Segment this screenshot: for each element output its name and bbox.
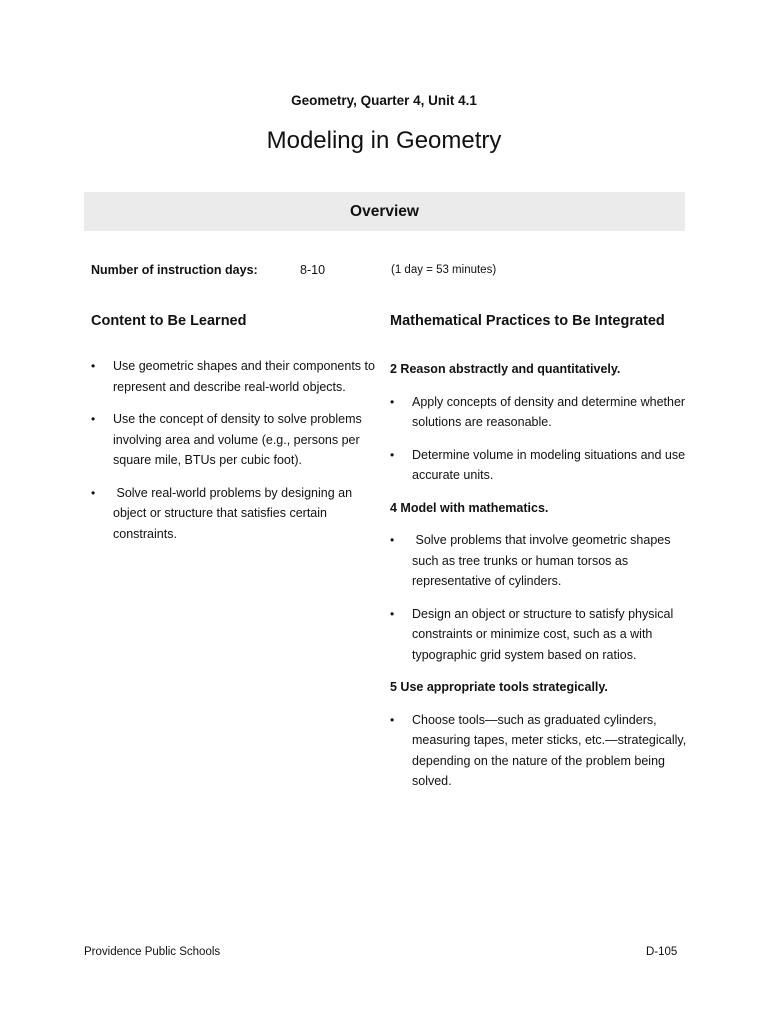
practice-section-title: 5 Use appropriate tools strategically.: [390, 680, 608, 694]
practice-bullet-text: Design an object or structure to satisfy physical constraints or minimize cost, such as a with typographic grid system based on ratios.: [412, 606, 674, 662]
footer-organization: Providence Public Schools: [84, 946, 221, 958]
practice-bullet-text: Apply concepts of density and determine whether solutions are reasonable.: [412, 394, 686, 429]
content-heading: Content to Be Learned: [91, 313, 247, 329]
instruction-days-label: Number of instruction days:: [91, 263, 258, 277]
bullet-icon: •: [390, 606, 395, 621]
practice-section-title: 4 Model with mathematics.: [390, 500, 549, 515]
page-title: Modeling in Geometry: [266, 127, 502, 154]
unit-subtitle: Geometry, Quarter 4, Unit 4.1: [291, 93, 477, 108]
content-list: [91, 356, 376, 556]
practice-bullet: [390, 604, 690, 666]
practice-bullet-text: Determine volume in modeling situations and use accurate units.: [412, 447, 686, 482]
overview-banner: [84, 192, 685, 231]
bullet-icon: •: [390, 533, 395, 547]
instruction-days-value: 8-10: [300, 263, 326, 277]
practice-bullet: [390, 530, 690, 592]
content-bullet: [91, 356, 376, 397]
content-bullet-text: Solve real-world problems by designing an object or structure that satisfies certain constraints.: [113, 485, 356, 541]
bullet-icon: •: [390, 447, 395, 462]
bullet-icon: •: [390, 394, 395, 409]
bullet-icon: •: [91, 485, 96, 500]
content-bullet-text: Use geometric shapes and their components to represent and describe real-world objects.: [113, 359, 375, 394]
practices-heading: Mathematical Practices to Be Integrated: [390, 313, 665, 329]
bullet-icon: •: [91, 359, 96, 373]
practice-bullet: [390, 710, 690, 792]
practice-bullet-text: Choose tools—such as graduated cylinders, measuring tapes, meter sticks, etc.—strategically, depending on the nature of the problem being solved.: [412, 712, 687, 788]
instruction-days-note: (1 day = 53 minutes): [391, 264, 497, 276]
practice-bullet-text: Solve problems that involve geometric shapes such as tree trunks or human torsos as representative of cylinders.: [412, 533, 674, 588]
practice-bullet: [390, 445, 690, 486]
content-bullet-text: Use the concept of density to solve problems involving area and volume (e.g., persons per square mile, BTUs per cubic foot).: [113, 412, 362, 467]
overview-label: Overview: [350, 203, 419, 220]
practices-list: [390, 359, 690, 804]
content-bullet: [91, 409, 376, 471]
bullet-icon: •: [390, 712, 395, 727]
content-bullet: [91, 483, 376, 545]
practice-section-title: 2 Reason abstractly and quantitatively.: [390, 362, 621, 376]
footer-page-number: D-105: [646, 946, 678, 958]
practice-bullet: [390, 392, 690, 433]
bullet-icon: •: [91, 412, 96, 426]
